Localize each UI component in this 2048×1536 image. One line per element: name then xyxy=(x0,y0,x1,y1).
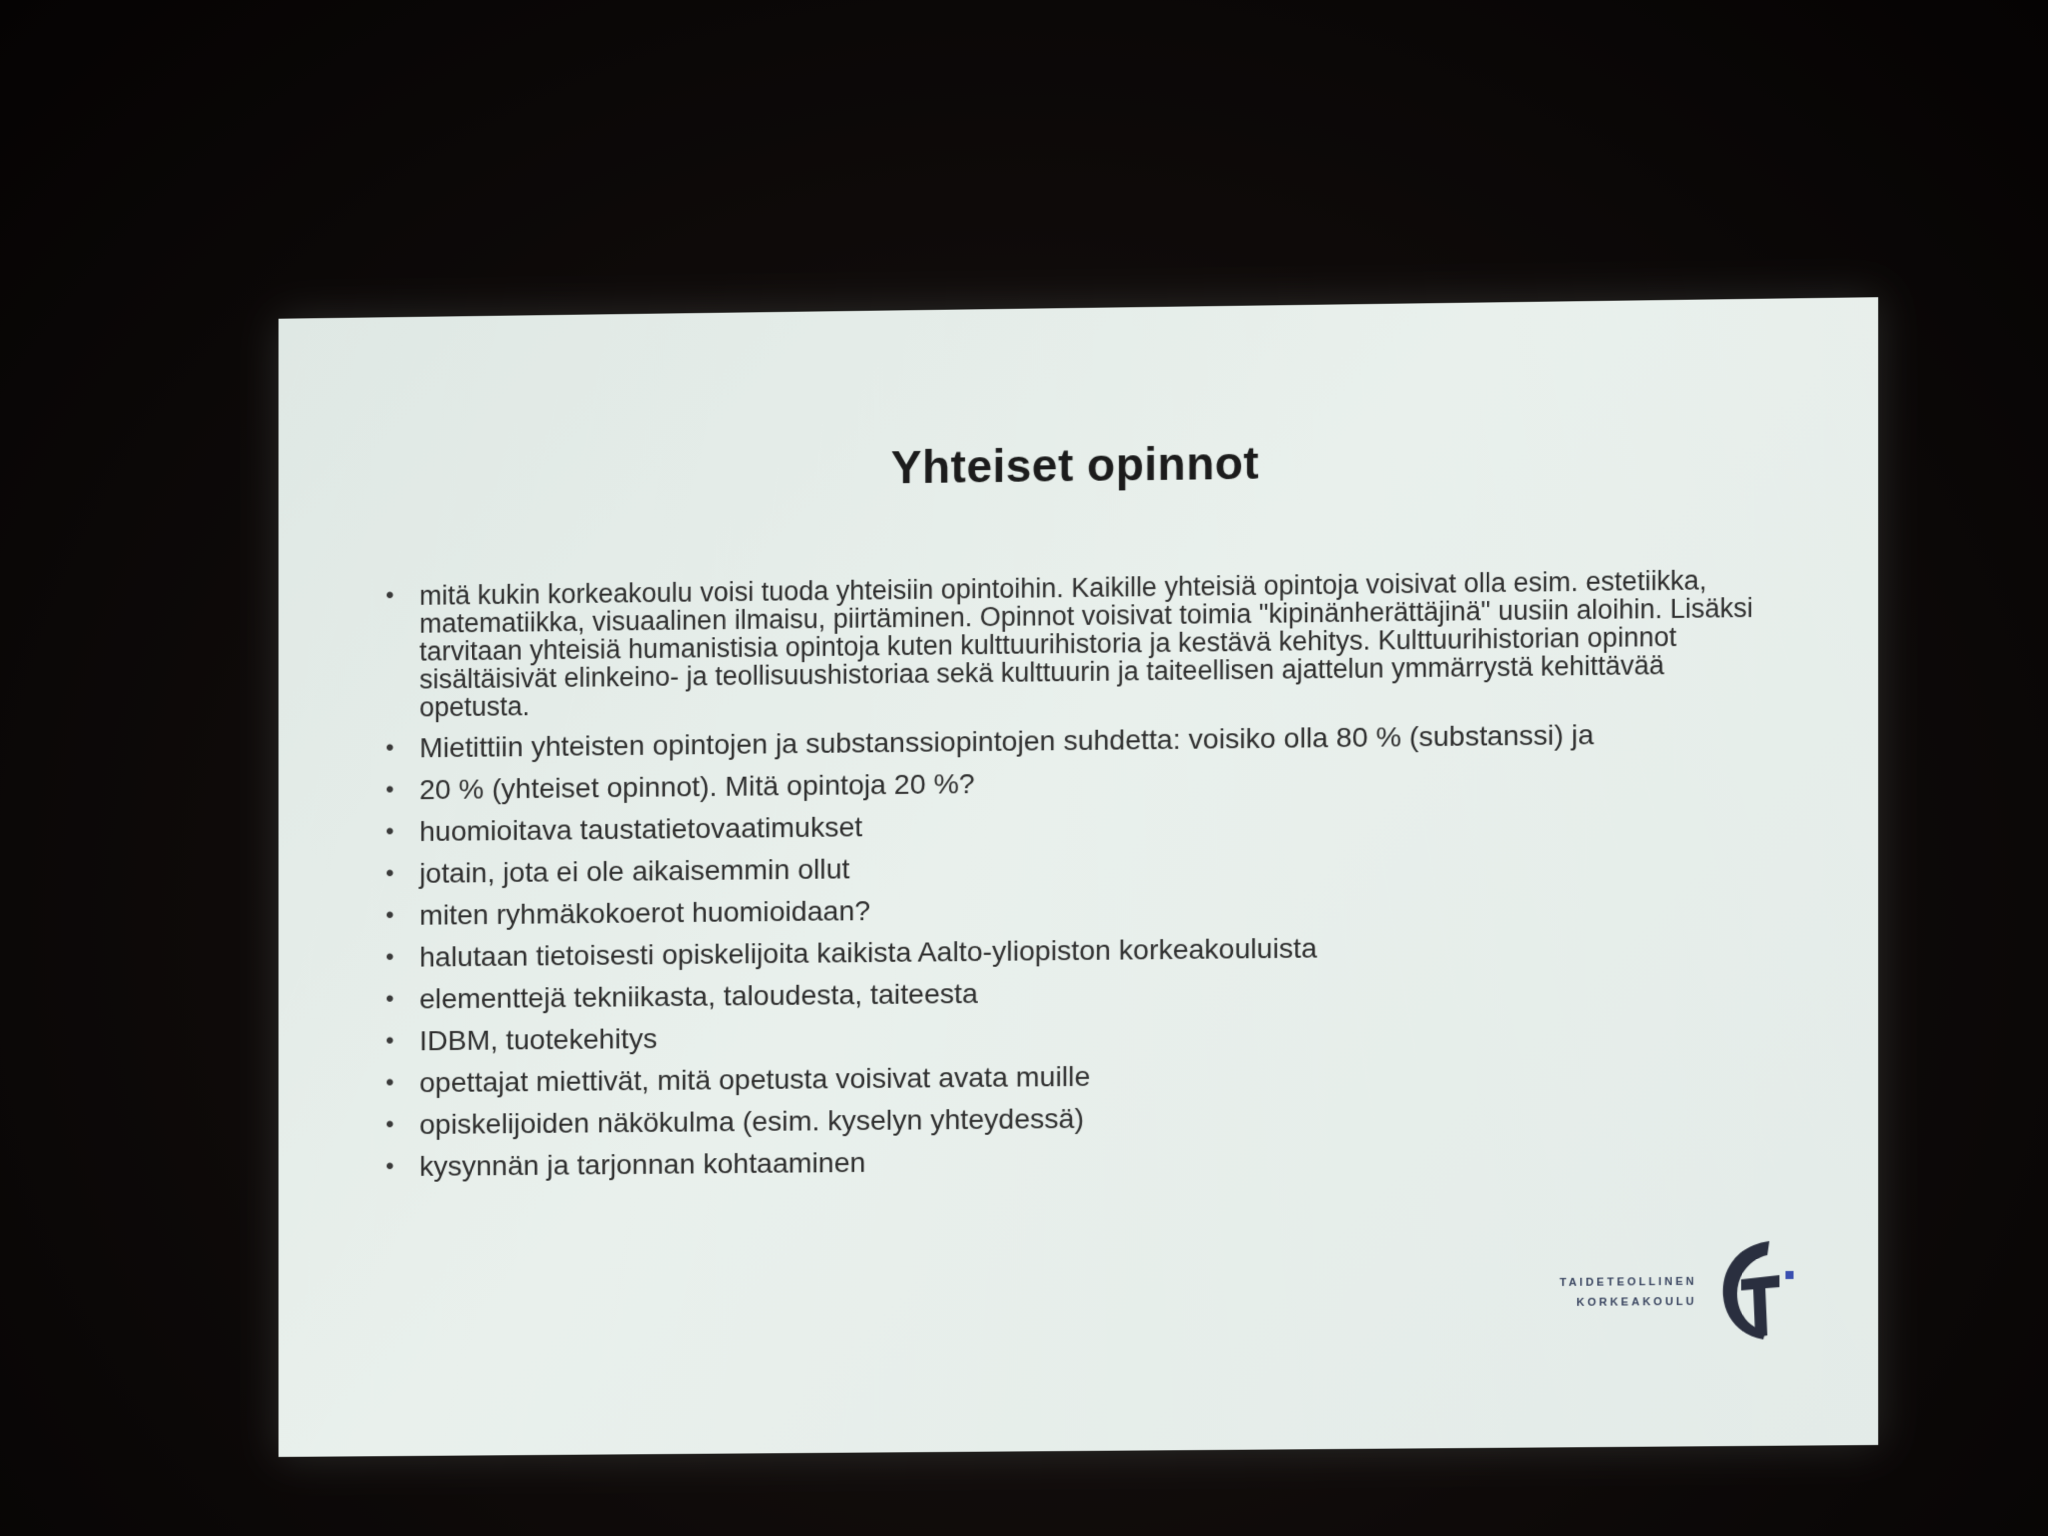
projected-slide xyxy=(279,297,1879,1457)
bullet-item: • jotain, jota ei ole aikaisemmin ollut xyxy=(386,843,1766,892)
bullet-item: • opiskelijoiden näkökulma (esim. kyselyn yhteydessä) xyxy=(386,1096,1766,1143)
bullet-item: • elementtejä tekniikasta, taloudesta, taiteesta xyxy=(386,969,1766,1017)
logo-line-1: TAIDETEOLLINEN xyxy=(1559,1275,1697,1289)
bullet-item: • mitä kukin korkeakoulu voisi tuoda yhteisiin opintoihin. Kaikille yhteisiä opintoja voisivat olla esim. estetiikka, matematiikka, visuaalinen ilmaisu, piirtäminen. Opinnot voisivat toimia "kipinänherättäjinä" uusiin aloihin. Lisäksi tarvitaan yhteisiä humanistisia opintoja kuten kulttuurihistoria ja kestävä kehitys. Kulttuurihistorian opinnot sisältäisivät elinkeino- ja teollisuushistoriaa sekä kulttuurin ja taiteellisen ajattelun ymmärrystä kehittävää opetusta. xyxy=(386,566,1766,722)
bullet-item: • Mietittiin yhteisten opintojen ja substanssiopintojen suhdetta: voisiko olla 80 % (substanssi) ja xyxy=(386,716,1766,765)
bullet-item: • halutaan tietoisesti opiskelijoita kaikista Aalto-yliopiston korkeakouluista xyxy=(386,927,1766,975)
bullet-list xyxy=(386,566,1766,1192)
university-logo xyxy=(1476,1235,1808,1348)
bullet-item: • kysynnän ja tarjonnan kohtaaminen xyxy=(386,1138,1766,1184)
slide-title: Yhteiset opinnot xyxy=(891,436,1260,494)
taik-logo-icon xyxy=(1707,1235,1808,1346)
logo-wordmark xyxy=(1560,1272,1697,1313)
bullet-item: • IDBM, tuotekehitys xyxy=(386,1011,1766,1058)
bullet-item: • huomioitava taustatietovaatimukset xyxy=(386,801,1766,850)
logo-line-2: KORKEAKOULU xyxy=(1576,1295,1697,1309)
bullet-item: • miten ryhmäkokoerot huomioidaan? xyxy=(386,885,1766,933)
bullet-item: • 20 % (yhteiset opinnot). Mitä opintoja 20 %? xyxy=(386,758,1766,807)
bullet-item: • opettajat miettivät, mitä opetusta voisivat avata muille xyxy=(386,1053,1766,1100)
